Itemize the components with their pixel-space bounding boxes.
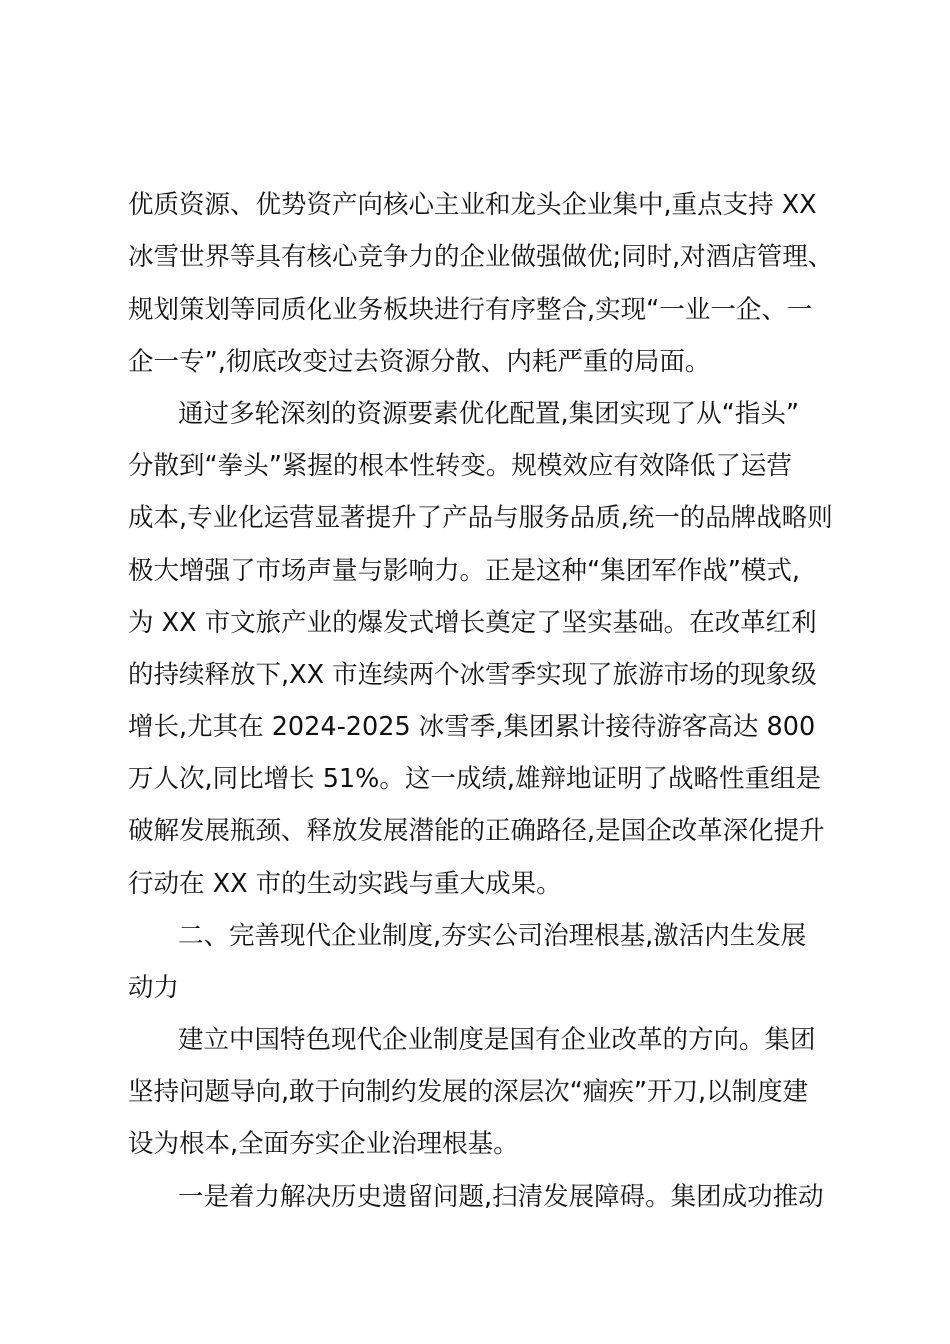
section-heading-line: 二、完善现代企业制度,夯实公司治理根基,激活内生发展 xyxy=(178,921,807,951)
text-line: 优质资源、优势资产向核心主业和龙头企业集中,重点支持 XX xyxy=(128,190,817,220)
text-line: 为 XX 市文旅产业的爆发式增长奠定了坚实基础。在改革红利 xyxy=(128,608,817,638)
text-line: 建立中国特色现代企业制度是国有企业改革的方向。集团 xyxy=(178,1025,816,1055)
text-line: 一是着力解决历史遗留问题,扫清发展障碍。集团成功推动 xyxy=(178,1182,824,1212)
text-line: 行动在 XX 市的生动实践与重大成果。 xyxy=(128,869,562,899)
text-line: 成本,专业化运营显著提升了产品与服务品质,统一的品牌战略则 xyxy=(128,503,833,533)
section-heading-line: 动力 xyxy=(128,973,180,1003)
text-line: 通过多轮深刻的资源要素优化配置,集团实现了从“指头” xyxy=(178,399,800,429)
text-line: 极大增强了市场声量与影响力。正是这种“集团军作战”模式, xyxy=(128,556,801,586)
text-line: 企一专”,彻底改变过去资源分散、内耗严重的局面。 xyxy=(128,347,711,377)
text-line: 规划策划等同质化业务板块进行有序整合,实现“一业一企、一 xyxy=(128,295,813,325)
text-line: 设为根本,全面夯实企业治理根基。 xyxy=(128,1129,519,1159)
text-line: 的持续释放下,XX 市连续两个冰雪季实现了旅游市场的现象级 xyxy=(128,660,817,690)
text-line: 万人次,同比增长 51%。这一成绩,雄辩地证明了战略性重组是 xyxy=(128,764,821,794)
text-line: 增长,尤其在 2024-2025 冰雪季,集团累计接待游客高达 800 xyxy=(128,712,816,742)
text-line: 破解发展瓶颈、释放发展潜能的正确路径,是国企改革深化提升 xyxy=(128,816,825,846)
text-line: 坚持问题导向,敢于向制约发展的深层次“痼疾”开刀,以制度建 xyxy=(128,1077,809,1107)
text-line: 冰雪世界等具有核心竞争力的企业做强做优;同时,对酒店管理、 xyxy=(128,242,834,272)
text-line: 分散到“拳头”紧握的根本性转变。规模效应有效降低了运营 xyxy=(128,451,792,481)
